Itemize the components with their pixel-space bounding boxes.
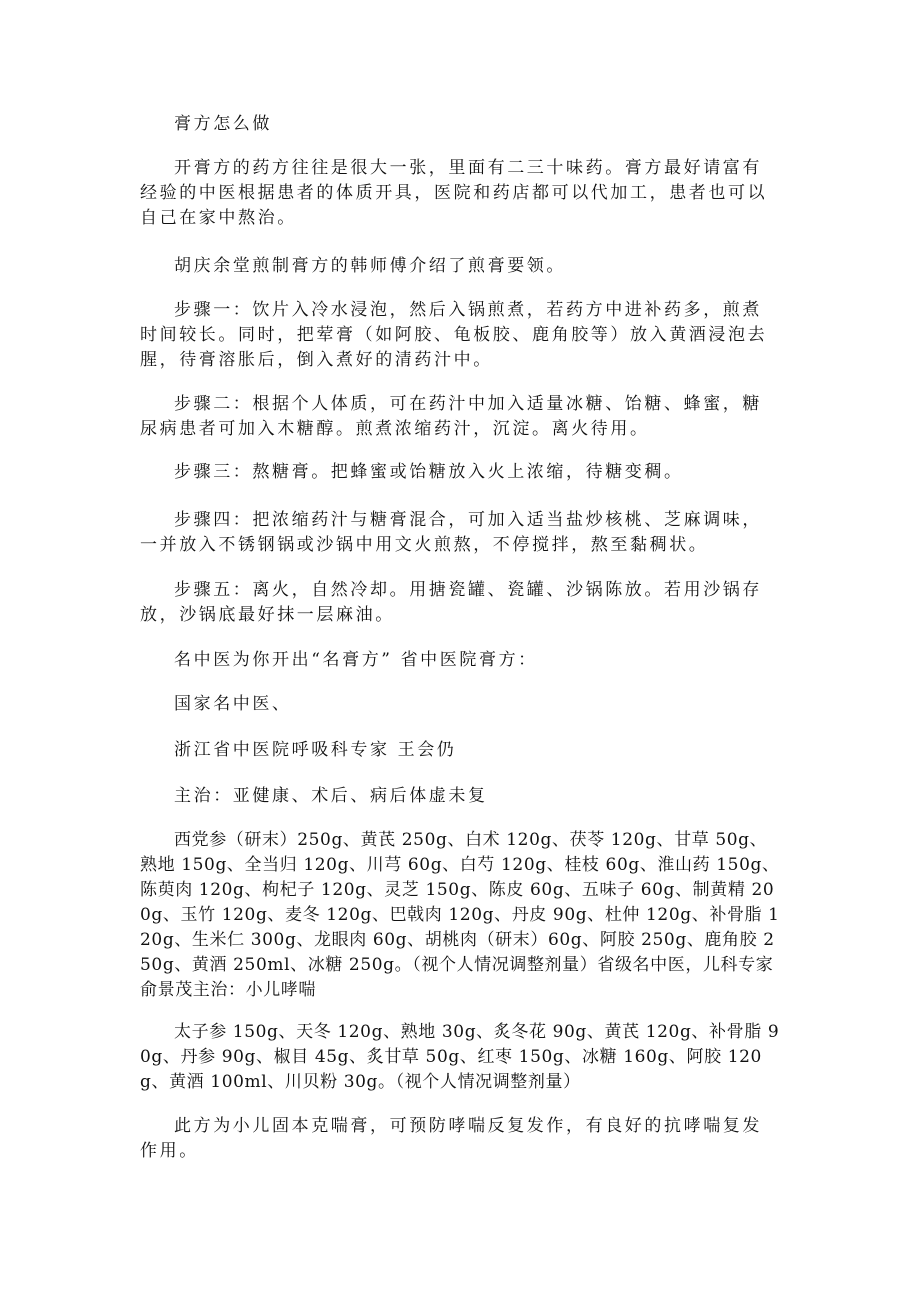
- paragraph-prescription-2: 太子参 150g、天冬 120g、熟地 30g、炙冬花 90g、黄芪 120g、补骨脂 90g、丹参 90g、椒目 45g、炙甘草 50g、红枣 150g、冰糖 160g、阿胶 120g、黄酒 100ml、川贝粉 30g。（视个人情况调整剂量）: [140, 1022, 780, 1092]
- paragraph-national-doctor: 国家名中医、: [174, 694, 292, 714]
- paragraph-step-5: 步骤五：离火，自然冷却。用搪瓷罐、瓷罐、沙锅陈放。若用沙锅存放，沙锅底最好抹一层麻油。: [140, 580, 762, 625]
- paragraph-step-1: 步骤一：饮片入冷水浸泡，然后入锅煎煮，若药方中进补药多，煎煮时间较长。同时，把荤膏（如阿胶、龟板胶、鹿角胶等）放入黄酒浸泡去腥，待膏溶胀后，倒入煮好的清药汁中。: [140, 300, 768, 370]
- paragraph-indication: 主治：亚健康、术后、病后体虚未复: [174, 786, 488, 806]
- paragraph-famous-prescription-heading: 名中医为你开出“名膏方” 省中医院膏方：: [174, 650, 538, 670]
- paragraph-closing-note: 此方为小儿固本克喘膏，可预防哮喘反复发作，有良好的抗哮喘复发作用。: [140, 1116, 762, 1161]
- paragraph-prescription-1: 西党参（研末）250g、黄芪 250g、白术 120g、茯苓 120g、甘草 50g、熟地 150g、全当归 120g、川芎 60g、白芍 120g、桂枝 60g、淮山药 150g、陈萸肉 120g、枸杞子 120g、灵芝 150g、陈皮 60g、五味子 60g、制黄精 200g、玉竹 120g、麦冬 120g、巴戟肉 120g、丹皮 90g、杜仲 120g、补骨脂 120g、生米仁 300g、龙眼肉 60g、胡桃肉（研末）60g、阿胶 250g、鹿角胶 250g、黄酒 250ml、冰糖 250g。（视个人情况调整剂量）省级名中医，儿科专家俞景茂主治：小儿哮喘: [140, 830, 780, 1000]
- paragraph-step-4: 步骤四：把浓缩药汁与糖膏混合，可加入适当盐炒核桃、芝麻调味，一并放入不锈钢锅或沙锅中用文火煎熬，不停搅拌，熬至黏稠状。: [140, 510, 762, 555]
- paragraph-intro: 开膏方的药方往往是很大一张，里面有二三十味药。膏方最好请富有经验的中医根据患者的体质开具，医院和药店都可以代加工，患者也可以自己在家中熬治。: [140, 158, 768, 228]
- paragraph-step-3: 步骤三：熬糖膏。把蜂蜜或饴糖放入火上浓缩，待糖变稠。: [174, 462, 684, 482]
- document-title: 膏方怎么做: [174, 114, 272, 134]
- paragraph-expert-name: 浙江省中医院呼吸科专家 王会仍: [174, 740, 457, 760]
- paragraph-master-intro: 胡庆余堂煎制膏方的韩师傅介绍了煎膏要领。: [174, 256, 566, 276]
- paragraph-step-2: 步骤二：根据个人体质，可在药汁中加入适量冰糖、饴糖、蜂蜜，糖尿病患者可加入木糖醇。煎煮浓缩药汁，沉淀。离火待用。: [140, 394, 762, 439]
